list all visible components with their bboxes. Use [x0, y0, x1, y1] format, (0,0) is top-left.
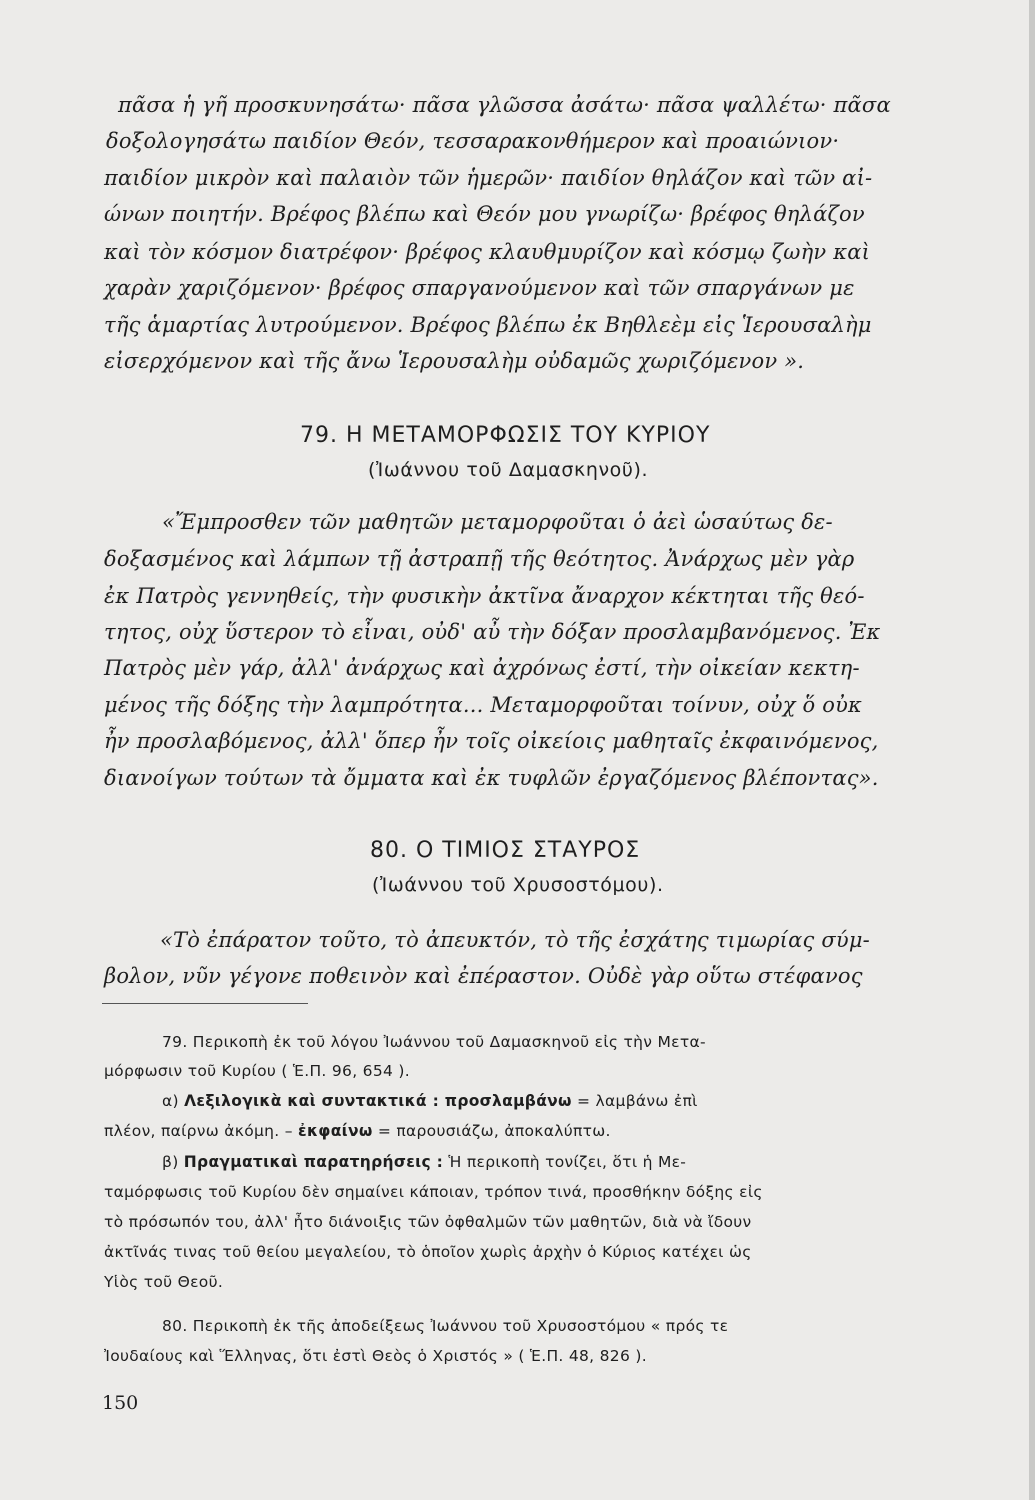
- body-text-line: χαρὰν χαριζόμενον· βρέφος σπαργανούμενον καὶ τῶν σπαργάνων με: [104, 276, 855, 300]
- footnote-text: Περικοπὴ ἐκ τῆς ἀποδείξεως Ἰωάννου τοῦ Χρυσοστόμου « πρός τε: [192, 1317, 729, 1335]
- body-text-line: ἦν προσλαβόμενος, ἀλλ' ὅπερ ἦν τοῖς οἰκείοις μαθηταῖς ἐκφαινόμενος,: [104, 729, 879, 753]
- footnote-text: = παρουσιάζω, ἀποκαλύπτω.: [377, 1122, 611, 1140]
- section-79-author: (Ἰωάννου τοῦ Δαμασκηνοῦ).: [368, 459, 649, 481]
- body-text-line: τητος, οὐχ ὕστερον τὸ εἶναι, οὐδ' αὖ τὴν δόξαν προσλαμβανόμενος. Ἐκ: [104, 620, 881, 644]
- footnote-bold-text: Λεξιλογικὰ καὶ συντακτικά : προσλαμβάνω: [184, 1092, 572, 1110]
- body-text-line: πᾶσα ἡ γῆ προσκυνησάτω· πᾶσα γλῶσσα ἀσάτω· πᾶσα ψαλλέτω· πᾶσα: [118, 93, 891, 117]
- footnote-80-line: [162, 1317, 728, 1335]
- body-text-line: «Τὸ ἐπάρατον τοῦτο, τὸ ἀπευκτόν, τὸ τῆς ἐσχάτης τιμωρίας σύμ-: [160, 928, 870, 952]
- body-text-line: καὶ τὸν κόσμον διατρέφον· βρέφος κλαυθμυρίζον καὶ κόσμῳ ζωὴν καὶ: [104, 240, 871, 264]
- footnote-bold-text: ἐκφαίνω: [298, 1122, 373, 1140]
- section-80-title: 80. Ο ΤΙΜΙΟΣ ΣΤΑΥΡΟΣ: [370, 838, 641, 863]
- body-text-line: διανοίγων τούτων τὰ ὄμματα καὶ ἐκ τυφλῶν ἐργαζόμενος βλέποντας».: [104, 766, 879, 790]
- body-text-line: ώνων ποιητήν. Βρέφος βλέπω καὶ Θεόν μου γνωρίζω· βρέφος θηλάζον: [104, 202, 865, 226]
- footnote-a-line: [104, 1122, 611, 1140]
- footnote-bold-text: Πραγματικαὶ παρατηρήσεις :: [183, 1153, 444, 1171]
- footnote-b-line: [162, 1153, 686, 1171]
- footnote-b-line: τὸ πρόσωπόν του, ἀλλ' ἦτο διάνοιξις τῶν ὀφθαλμῶν τῶν μαθητῶν, διὰ νὰ ἴδουν: [104, 1213, 752, 1231]
- footnote-label: α): [162, 1092, 179, 1110]
- footnote-79-line: μόρφωσιν τοῦ Κυρίου ( Ἑ.Π. 96, 654 ).: [104, 1062, 410, 1080]
- footnote-text: Περικοπὴ ἐκ τοῦ λόγου Ἰωάννου τοῦ Δαμασκηνοῦ εἰς τὴν Μετα-: [192, 1033, 706, 1051]
- body-text-line: εἰσερχόμενον καὶ τῆς ἄνω Ἱερουσαλὴμ οὐδαμῶς χωριζόμενον ».: [104, 349, 805, 373]
- body-text-line: τῆς ἁμαρτίας λυτρούμενον. Βρέφος βλέπω ἐκ Βηθλεὲμ εἰς Ἱερουσαλὴμ: [104, 313, 872, 337]
- body-text-line: παιδίον μικρὸν καὶ παλαιὸν τῶν ἡμερῶν· παιδίον θηλάζον καὶ τῶν αἰ-: [104, 166, 873, 190]
- body-text-line: Πατρὸς μὲν γάρ, ἀλλ' ἀνάρχως καὶ ἀχρόνως ἐστί, τὴν οἰκείαν κεκτη-: [104, 656, 860, 680]
- footnote-b-line: ταμόρφωσις τοῦ Κυρίου δὲν σημαίνει κάποιαν, τρόπον τινά, προσθήκην δόξης εἰς: [104, 1183, 763, 1201]
- footnote-number: 79.: [162, 1033, 188, 1051]
- footnote-label: β): [162, 1153, 179, 1171]
- footnote-a-line: [162, 1092, 698, 1110]
- body-text-line: βολον, νῦν γέγονε ποθεινὸν καὶ ἐπέραστον. Οὐδὲ γὰρ οὕτω στέφανος: [104, 964, 863, 988]
- page-edge-shadow: [1029, 0, 1035, 1500]
- section-79-title: 79. Η ΜΕΤΑΜΟΡΦΩΣΙΣ ΤΟΥ ΚΥΡΙΟΥ: [300, 423, 711, 448]
- footnote-79-line: [162, 1033, 706, 1051]
- footnote-number: 80.: [162, 1317, 188, 1335]
- footnote-80-line: Ἰουδαίους καὶ Ἕλληνας, ὅτι ἐστὶ Θεὸς ὁ Χριστός » ( Ἑ.Π. 48, 826 ).: [104, 1347, 647, 1365]
- footnote-text: Ἡ περικοπὴ τονίζει, ὅτι ἡ Με-: [448, 1153, 687, 1171]
- footnote-b-line: ἀκτῖνάς τινας τοῦ θείου μεγαλείου, τὸ ὁποῖον χωρὶς ἀρχὴν ὁ Κύριος κατέχει ὡς: [104, 1243, 752, 1261]
- page-number: 150: [102, 1392, 139, 1414]
- footnote-text: = λαμβάνω ἐπὶ: [577, 1092, 698, 1110]
- body-text-line: «Ἔμπροσθεν τῶν μαθητῶν μεταμορφοῦται ὁ ἀεὶ ὡσαύτως δε-: [162, 510, 833, 534]
- body-text-line: ἐκ Πατρὸς γεννηθείς, τὴν φυσικὴν ἀκτῖνα ἄναρχον κέκτηται τῆς θεό-: [104, 584, 865, 608]
- body-text-line: δοξασμένος καὶ λάμπων τῇ ἀστραπῇ τῆς θεότητος. Ἀνάρχως μὲν γὰρ: [104, 547, 855, 571]
- footnote-separator: [102, 1003, 308, 1004]
- body-text-line: μένος τῆς δόξης τὴν λαμπρότητα... Μεταμορφοῦται τοίνυν, οὐχ ὅ οὐκ: [104, 693, 863, 717]
- footnote-text: πλέον, παίρνω ἀκόμη. –: [104, 1122, 293, 1140]
- section-80-author: (Ἰωάννου τοῦ Χρυσοστόμου).: [372, 874, 664, 896]
- body-text-line: δοξολογησάτω παιδίον Θεόν, τεσσαρακονθήμερον καὶ προαιώνιον·: [106, 129, 840, 153]
- footnote-b-line: Υἱὸς τοῦ Θεοῦ.: [104, 1273, 224, 1291]
